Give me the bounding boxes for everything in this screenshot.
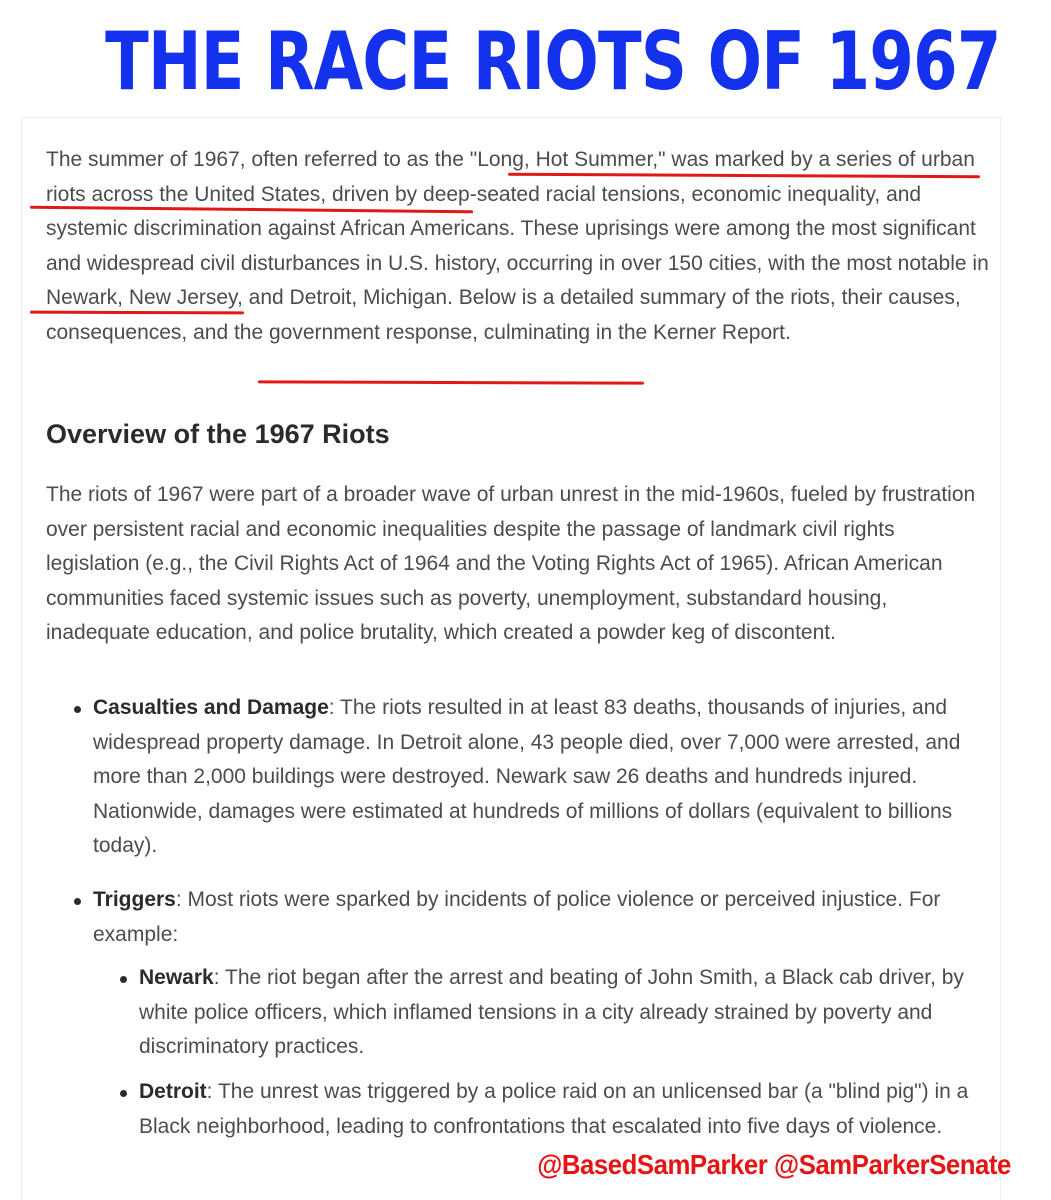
section-heading: Overview of the 1967 Riots [46, 419, 390, 449]
sub-bullet-dot [120, 1090, 127, 1097]
intro-highlight-150-cities: in over 150 cities, [598, 251, 763, 275]
intro-text-3: with the most notable in Newark, New Jersey, and Detroit, Michigan. Below is a detailed summary of the riots, their causes, consequences, and the government response [46, 251, 989, 344]
overview-paragraph: The riots of 1967 were part of a broader wave of urban unrest in the mid-1960s, fueled by frustration over persistent racial and economic inequalities despite the passage of landmark civil rights legislation (e.g., the Civil Rights Act of 1964 and the Voting Rights Act of 1965). African American communities faced systemic issues such as poverty, unemployment, substandard housing, inadequate education, and police brutality, which created a powder keg of discontent. [46, 483, 976, 644]
credit-handles: @BasedSamParker @SamParkerSenate [537, 1149, 1011, 1180]
headline: THE RACE RIOTS OF 1967 [105, 15, 1001, 108]
intro-highlight-kerner-report: , culminating in the Kerner Report. [472, 320, 791, 344]
intro-text-1: The summer of 1967, often referred to as the [46, 148, 470, 171]
bullet-term: Detroit [139, 1080, 207, 1103]
bullet-term: Triggers [93, 888, 176, 911]
sub-bullet-dot [120, 976, 127, 983]
bullet-dot [74, 898, 81, 905]
bullet-casualties [93, 691, 973, 864]
bullet-text: : The riots resulted in at least 83 deaths, thousands of injuries, and widespread property damage. In Detroit alone, 43 people died, over 7,000 were arrested, and more than 2,000 buildings were destroyed. Newark saw 26 deaths and hundreds injured. Nationwide, damages were estimated at hundreds of millions of dollars (equivalent to billions today). [93, 696, 961, 857]
sub-bullet-newark [139, 961, 979, 1065]
bullet-term: Newark [139, 966, 214, 989]
sub-bullet-detroit [139, 1075, 979, 1144]
bullet-triggers [93, 883, 973, 952]
bullet-term: Casualties and Damage [93, 696, 329, 719]
bullet-text: : The riot began after the arrest and beating of John Smith, a Black cab driver, by white police officers, which inflamed tensions in a city already strained by poverty and discriminatory practices. [139, 966, 964, 1058]
intro-highlight-long-hot-summer: "Long, Hot Summer," was marked by a series of urban riots across the United States, [46, 148, 975, 206]
bullet-text: : The unrest was triggered by a police raid on an unlicensed bar (a "blind pig") in a Black neighborhood, leading to confrontations that escalated into five days of violence. [139, 1080, 969, 1138]
bullet-text: : Most riots were sparked by incidents of police violence or perceived injustice. For example: [93, 888, 941, 946]
intro-text-2: driven by deep-seated racial tensions, economic inequality, and systemic discrimination against African Americans. These uprisings were among the most significant and widespread civil disturbances in U.S. history, occurring [46, 182, 976, 275]
bullet-dot [74, 706, 81, 713]
